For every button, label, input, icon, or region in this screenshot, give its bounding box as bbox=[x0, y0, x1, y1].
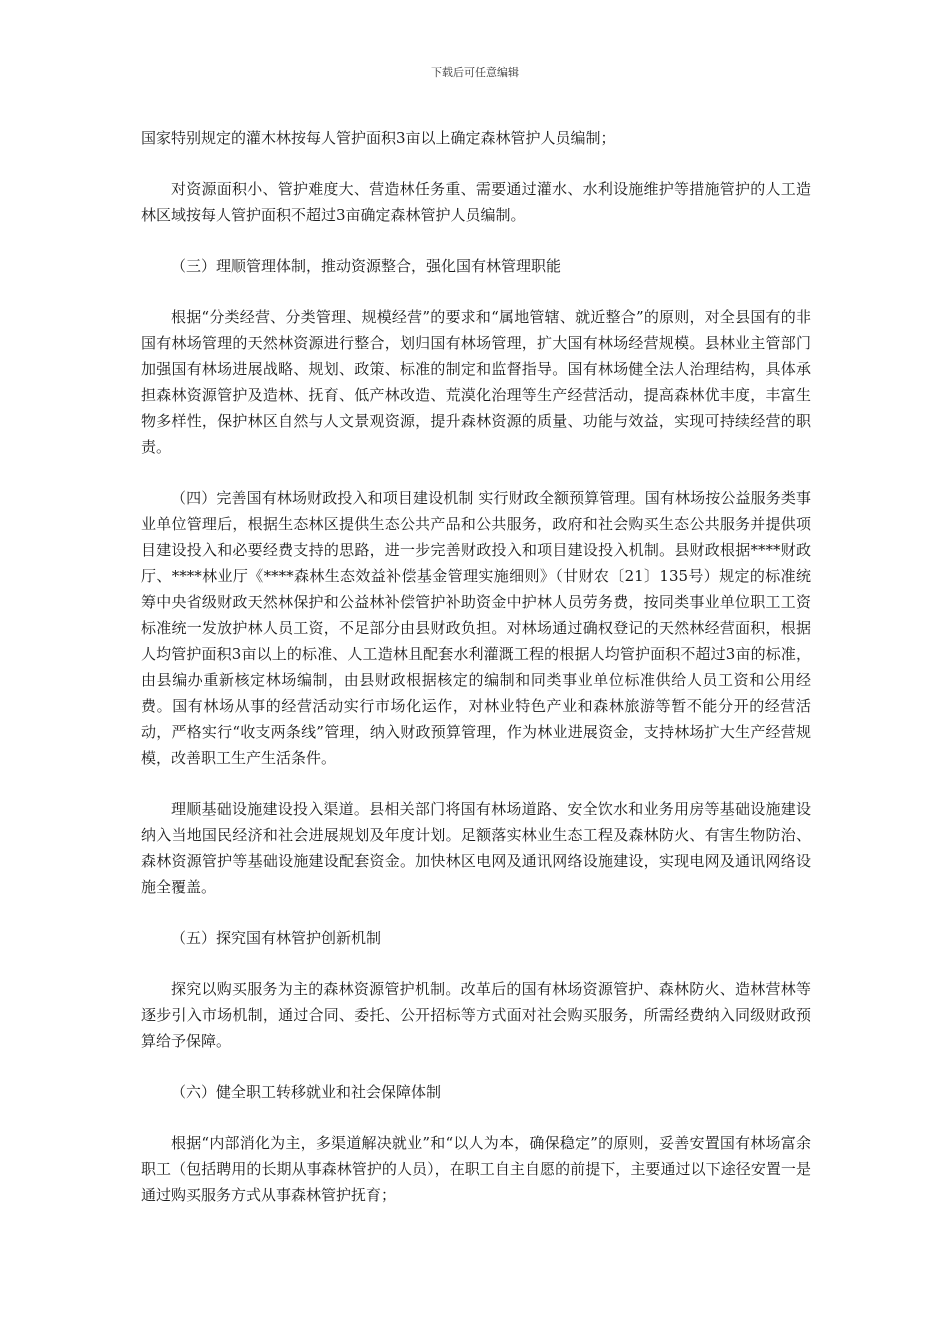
paragraph-7: 根据“内部消化为主，多渠道解决就业”和“以人为本，确保稳定”的原则，妥善安置国有林场富余职工（包括聘用的长期从事森林管护的人员），在职工自主自愿的前提下，主要通过以下途径安置一是通过购买服务方式从事森林管护抚育； bbox=[141, 1134, 811, 1204]
paragraph-4: （四）完善国有林场财政投入和项目建设机制 实行财政全额预算管理。国有林场按公益服务类事业单位管理后，根据生态林区提供生态公共产品和公共服务，政府和社会购买生态公共服务并提供项目建设投入和必要经费支持的思路，进一步完善财政投入和项目建设投入机制。县财政根据****财政厅、****林业厅《****森林生态效益补偿基金管理实施细则》（甘财农〔21〕135号）规定的标准统筹中央省级财政天然林保护和公益林补偿管护补助资金中护林人员劳务费，按同类事业单位职工工资标准统一发放护林人员工资，不足部分由县财政负担。对林场通过确权登记的天然林经营面积，根据人均管护面积3亩以上的标准、人工造林且配套水利灌溉工程的根据人均管护面积不超过3亩的标准，由县编办重新核定林场编制，由县财政根据核定的编制和同类事业单位标准供给人员工资和公用经费。国有林场从事的经营活动实行市场化运作，对林业特色产业和森林旅游等暂不能分开的经营活动，严格实行“收支两条线”管理，纳入财政预算管理，作为林业进展资金，支持林场扩大生产经营规模，改善职工生产生活条件。 bbox=[141, 489, 811, 767]
paragraph-3: 根据“分类经营、分类管理、规模经营”的要求和“属地管辖、就近整合”的原则，对全县国有的非国有林场管理的天然林资源进行整合，划归国有林场管理，扩大国有林场经营规模。县林业主管部门加强国有林场进展战略、规划、政策、标准的制定和监督指导。国有林场健全法人治理结构，具体承担森林资源管护及造林、抚育、低产林改造、荒漠化治理等生产经营活动，提高森林优丰度，丰富生物多样性，保护林区自然与人文景观资源，提升森林资源的质量、功能与效益，实现可持续经营的职责。 bbox=[141, 308, 811, 456]
paragraph-2: 对资源面积小、管护难度大、营造林任务重、需要通过灌水、水利设施维护等措施管护的人工造林区域按每人管护面积不超过3亩确定森林管护人员编制。 bbox=[141, 180, 811, 224]
paragraph-1: 国家特别规定的灌木林按每人管护面积3亩以上确定森林管护人员编制； bbox=[141, 129, 616, 147]
section-heading-6: （六）健全职工转移就业和社会保障体制 bbox=[171, 1083, 442, 1101]
section-heading-5: （五）探究国有林管护创新机制 bbox=[171, 929, 382, 947]
paragraph-5: 理顺基础设施建设投入渠道。县相关部门将国有林场道路、安全饮水和业务用房等基础设施建设纳入当地国民经济和社会进展规划及年度计划。足额落实林业生态工程及森林防火、有害生物防治、森林资源管护等基础设施建设配套资金。加快林区电网及通讯网络设施建设，实现电网及通讯网络设施全覆盖。 bbox=[141, 800, 811, 896]
document-body bbox=[141, 125, 811, 1233]
section-heading-3: （三）理顺管理体制，推动资源整合，强化国有林管理职能 bbox=[171, 257, 562, 275]
page-header: 下载后可任意编辑 bbox=[431, 66, 519, 79]
paragraph-6: 探究以购买服务为主的森林资源管护机制。改革后的国有林场资源管护、森林防火、造林营林等逐步引入市场机制，通过合同、委托、公开招标等方式面对社会购买服务，所需经费纳入同级财政预算给予保障。 bbox=[141, 980, 811, 1050]
